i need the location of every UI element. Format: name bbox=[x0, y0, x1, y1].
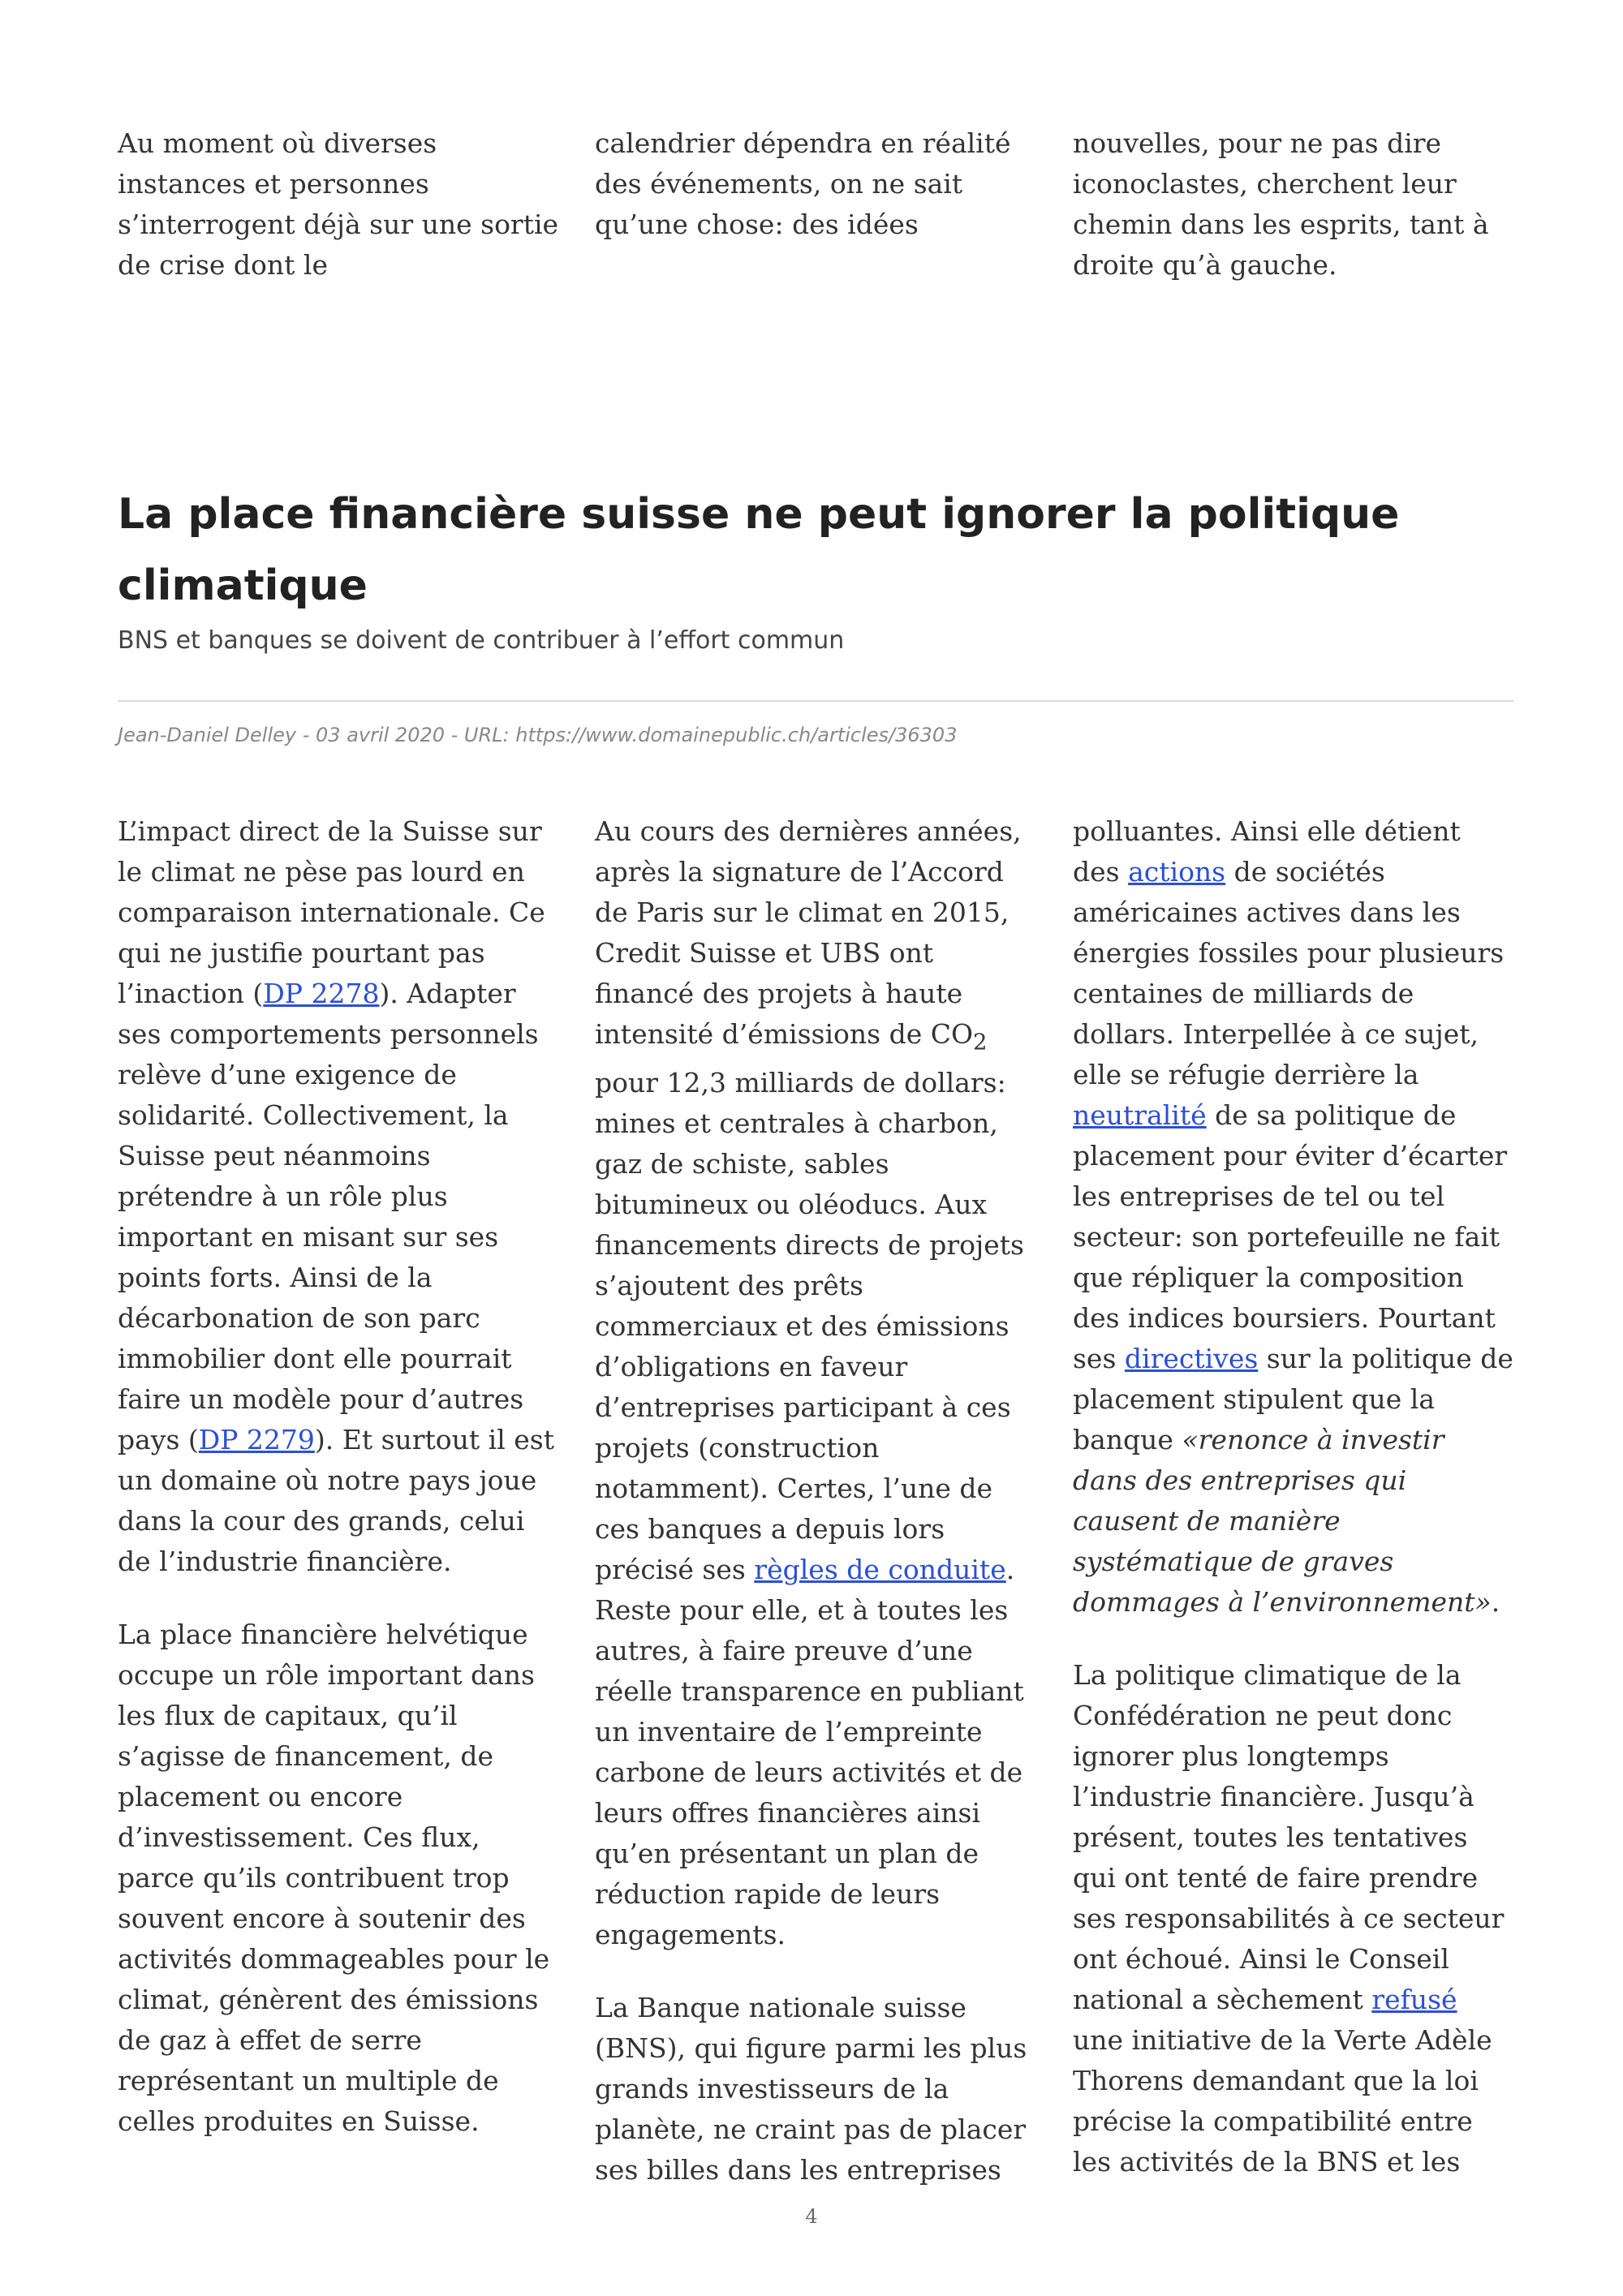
intro-column-2 bbox=[595, 123, 1037, 245]
article-subtitle: BNS et banques se doivent de contribuer à l’effort commun bbox=[118, 626, 845, 655]
link-dp-2278[interactable]: DP 2278 bbox=[263, 978, 380, 1009]
body-column-3 bbox=[1073, 811, 1515, 2182]
page-number: 4 bbox=[805, 2205, 818, 2228]
article-meta: Jean-Daniel Delley - 03 avril 2020 - URL: https://www.domainepublic.ch/articles/36303 bbox=[118, 724, 958, 746]
header-divider bbox=[118, 700, 1513, 702]
paragraph-4-start: La Banque nationale suisse (BNS), qui figure parmi les plus grands investisseurs de la planète, ne craint pas de placer ses billes dans les entreprises bbox=[595, 1991, 1027, 2186]
link-actions[interactable]: actions bbox=[1128, 856, 1226, 888]
intro-column-1 bbox=[118, 123, 560, 286]
paragraph-1: L’impact direct de la Suisse sur le climat ne pèse pas lourd en comparaison internationale. Ce qui ne justifie pourtant pas l’inaction (DP 2278). Adapter ses comportements personnels relève d’une exigence de solidarité. Collectivement, la Suisse peut néanmoins prétendre à un rôle plus important en misant sur ses points forts. Ainsi de la décarbonation de son parc immobilier dont elle pourrait faire un modèle pour d’autres pays (DP 2279). Et surtout il est un domaine où notre pays joue dans la cour des grands, celui de l’industrie financière. bbox=[118, 815, 555, 1577]
paragraph-4-tail: polluantes. Ainsi elle détient des bbox=[1073, 815, 1461, 888]
intro-text-1: Au moment où diverses instances et personnes s’interrogent déjà sur une sortie de crise dont le bbox=[118, 127, 559, 281]
paragraph-4-end: polluantes. Ainsi elle détient des actions de sociétés américaines actives dans les énergies fossiles pour plusieurs centaines de milliards de dollars. Interpellée à ce sujet, elle se réfugie derrière la neutralité de sa politique de placement pour éviter d’écarter les entreprises de tel ou tel secteur: son portefeuille ne fait que répliquer la composition des indices boursiers. Pourtant ses directives sur la politique de placement stipulent que la banque «renonce à investir dans des entreprises qui causent de manière systématique de graves dommages à l’environnement». bbox=[1073, 815, 1513, 1618]
link-regles-de-conduite[interactable]: règles de conduite bbox=[754, 1553, 1006, 1585]
paragraph-2: La place financière helvétique occupe un rôle important dans les flux de capitaux, qu’il s’agisse de financement, de placement ou encore d’investissement. Ces flux, parce qu’ils contribuent trop souvent encore à soutenir des activités dommageables pour le climat, génèrent des émissions de gaz à effet de serre représentant un multiple de celles produites en Suisse. bbox=[118, 1619, 550, 2137]
bns-directive-quote: «renonce à investir dans des entreprises qui causent de manière systématique de graves dommages à l’environnement» bbox=[1073, 1424, 1492, 1618]
body-column-1 bbox=[118, 811, 560, 2142]
subscript-2: 2 bbox=[973, 1029, 988, 1056]
link-directives[interactable]: directives bbox=[1124, 1343, 1259, 1374]
intro-column-3 bbox=[1073, 123, 1515, 286]
body-column-2 bbox=[595, 811, 1037, 2191]
paragraph-5: La politique climatique de la Confédération ne peut donc ignorer plus longtemps l’industrie financière. Jusqu’à présent, toutes les tentatives qui ont tenté de faire prendre ses responsabilités à ce secteur ont échoué. Ainsi le Conseil national a sèchement refusé une initiative de la Verte Adèle Thorens demandant que la loi précise la compatibilité entre les activités de la BNS et les bbox=[1073, 1659, 1505, 2178]
link-refuse[interactable]: refusé bbox=[1371, 1984, 1457, 2015]
paragraph-3: Au cours des dernières années, après la signature de l’Accord de Paris sur le climat en 2015, Credit Suisse et UBS ont financé des projets à haute intensité d’émissions de $CO_2$ pour 12,3 milliards de dollars: mines et centrales à charbon, gaz de schiste, sables bitumineux ou oléoducs. Aux financements directs de projets s’ajoutent des prêts commerciaux et des émissions d’obligations en faveur d’entreprises participant à ces projets (construction notamment). Certes, l’une de ces banques a depuis lors précisé ses règles de conduite. Reste pour elle, et à toutes les autres, à faire preuve d’une réelle transparence en publiant un inventaire de l’empreinte carbone de leurs activités et de leurs offres financières ainsi qu’en présentant un plan de réduction rapide de leurs engagements. bbox=[595, 815, 1024, 1950]
link-neutralite[interactable]: neutralité bbox=[1073, 1099, 1207, 1131]
intro-text-2: calendrier dépendra en réalité des événements, on ne sait qu’une chose: des idées bbox=[595, 127, 1011, 240]
link-dp-2279[interactable]: DP 2279 bbox=[198, 1424, 315, 1455]
intro-text-3: nouvelles, pour ne pas dire iconoclastes, cherchent leur chemin dans les esprits, tant à droite qu’à gauche. bbox=[1073, 127, 1489, 281]
article-title: La place financière suisse ne peut ignorer la politique climatique bbox=[118, 490, 1400, 610]
